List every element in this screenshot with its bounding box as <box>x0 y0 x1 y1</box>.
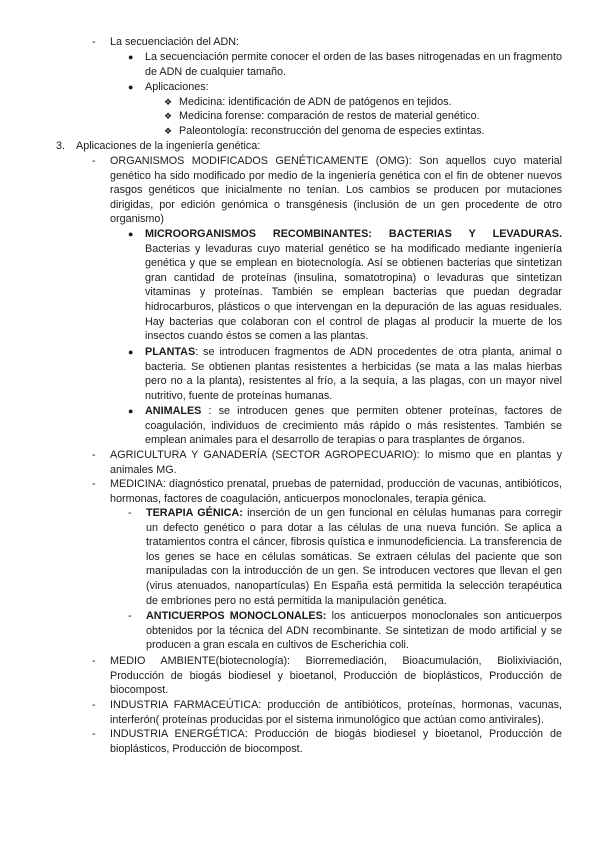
app-text: Paleontología: reconstrucción del genoma de especies extintas. <box>179 125 485 137</box>
list-item-medicina <box>92 477 562 506</box>
microorganismos-block <box>145 227 562 344</box>
diamond-bullet: ❖ <box>164 126 173 136</box>
plantas-title: PLANTAS <box>145 346 196 358</box>
dot-bullet: ● <box>128 406 134 416</box>
dot-bullet: ● <box>128 82 134 92</box>
farmaceutica-text: INDUSTRIA FARMACEÚTICA: producción de antibióticos, proteínas, hormonas, vacunas, interferón( proteínas producidas por el sistema inmunológico que actúan como antivirales). <box>110 699 562 726</box>
animales-text: : se introducen genes que permiten obtener proteínas, factores de coagulación, individuos de crecimiento más rápido o más resistentes. También se emplean animales para el desarrollo de terapias o para trasplantes de órganos. <box>145 405 562 447</box>
energetica-text: INDUSTRIA ENERGÉTICA: Producción de biogás biodiesel y bioetanol, Producción de bioplásticos, Producción de biocompost. <box>110 728 562 755</box>
dash-bullet: - <box>128 507 132 519</box>
list-item-energetica <box>92 727 562 756</box>
dash-bullet: - <box>92 728 96 740</box>
list-item-omg <box>92 154 562 227</box>
diamond-bullet: ❖ <box>164 97 173 107</box>
medicina-text: MEDICINA: diagnóstico prenatal, pruebas de paternidad, producción de vacunas, antibióticos, hormonas, factores de coagulación, anticuerpos monoclonales, terapia génica. <box>110 478 562 505</box>
dash-bullet: - <box>92 655 96 667</box>
list-item-app-forense <box>164 109 562 124</box>
diamond-bullet: ❖ <box>164 111 173 121</box>
dot-bullet: ● <box>128 347 134 357</box>
dash-bullet: - <box>92 155 96 167</box>
terapia-block <box>146 506 562 608</box>
omg-text: ORGANISMOS MODIFICADOS GENÉTICAMENTE (OMG): Son aquellos cuyo material genético ha sido modificado por medio de la ingeniería genética con el fin de obtener nuevos rasgos genéticos que inicialmente no tenían. Los cambios se producen por mutaciones dirigidas, por edición genómica o transgénesis (inclusión de un gen procedente de otro organismo) <box>110 155 562 226</box>
animales-block <box>145 404 562 448</box>
plantas-text: : se introducen fragmentos de ADN procedentes de otra planta, animal o bacteria. Se obtienen plantas resistentes a herbicidas (se mata a las malas hierbas pero no a la planta), resistentes al frío, a la sequía, a las plagas, con un mayor nivel nutritivo, fuente de proteínas humanas. <box>145 346 562 402</box>
microorganismos-title: MICROORGANISMOS RECOMBINANTES: BACTERIAS Y LEVADURAS. <box>145 228 562 240</box>
section-3-heading <box>56 139 562 154</box>
plantas-block <box>145 345 562 403</box>
dash-bullet: - <box>92 699 96 711</box>
dot-bullet: ● <box>128 52 134 62</box>
dot-bullet: ● <box>128 229 134 239</box>
secuenciacion-title: La secuenciación del ADN: <box>110 36 240 48</box>
list-item-secuenciacion-desc <box>128 50 562 79</box>
app-text: Medicina forense: comparación de restos de material genético. <box>179 110 480 122</box>
dash-bullet: - <box>128 610 132 622</box>
list-item-animales <box>128 404 562 448</box>
list-item-app-medicina <box>164 95 562 110</box>
dash-bullet: - <box>92 478 96 490</box>
secuenciacion-desc: La secuenciación permite conocer el orden de las bases nitrogenadas en un fragmento de ADN de cualquier tamaño. <box>145 51 562 78</box>
terapia-title: TERAPIA GÉNICA: <box>146 507 243 519</box>
aplicaciones-title: Aplicaciones: <box>145 81 209 93</box>
list-item-medio-ambiente <box>92 654 562 698</box>
dash-bullet: - <box>92 36 96 48</box>
list-item-app-paleontologia <box>164 124 562 139</box>
anticuerpos-title: ANTICUERPOS MONOCLONALES: <box>146 610 327 622</box>
list-item-plantas <box>128 345 562 403</box>
list-item-secuenciacion <box>92 35 562 50</box>
app-text: Medicina: identificación de ADN de patógenos en tejidos. <box>179 96 452 108</box>
dash-bullet: - <box>92 449 96 461</box>
list-item-terapia-genica <box>128 506 562 608</box>
section-number: 3. <box>56 140 66 152</box>
section-3-title: Aplicaciones de la ingeniería genética: <box>76 140 261 152</box>
list-item-agricultura <box>92 448 562 477</box>
list-item-aplicaciones <box>128 80 562 95</box>
medio-ambiente-text: MEDIO AMBIENTE(biotecnología): Biorremediación, Bioacumulación, Biolixiviación, Producción de biogás biodiesel y bioetanol, Producción de bioplásticos, Producción de biocompost. <box>110 655 562 697</box>
anticuerpos-text: los anticuerpos monoclonales son anticuerpos obtenidos por la técnica del ADN recombinante. Se sintetizan de modo artificial y se producen a gran escala en cultivos de Escherichia coli. <box>146 610 563 652</box>
agricultura-text: AGRICULTURA Y GANADERÍA (SECTOR AGROPECUARIO): lo mismo que en plantas y animales MG. <box>110 449 562 476</box>
list-item-farmaceutica <box>92 698 562 727</box>
list-item-microorganismos <box>128 227 562 344</box>
list-item-anticuerpos <box>128 609 562 653</box>
animales-title: ANIMALES <box>145 405 202 417</box>
anticuerpos-block <box>146 609 562 653</box>
microorganismos-text: Bacterias y levaduras cuyo material genético se ha modificado mediante ingeniería genética y que se emplean en biotecnología. Así se obtienen bacterias que sintetizan gran cantidad de proteínas (insulina, somatotropina) o levaduras que sintetizan vitaminas y proteínas. También se emplean bacterias que puedan degradar hidrocarburos, plásticos o que intervengan en la depuración de las aguas residuales. Hay bacterias que colaboran con el control de plagas al producir la muerte de los insectos cuando éstos se comen a las plantas. <box>145 242 562 343</box>
terapia-text: inserción de un gen funcional en células humanas para corregir un defecto genético o para dotar a las células de una nueva función. Se aplica a tratamientos contra el cáncer, fibrosis quística e inmunodeficiencia. La transferencia de los genes se hace en células somáticas. Se extraen células del paciente que son manipuladas con la introducción de un gen. Se introducen vectores que llevan el gen (virus atenuados, nanopartículas) En España está permitida la selección terapéutica de embriones pero no está permitida la manipulación genética. <box>146 507 562 607</box>
